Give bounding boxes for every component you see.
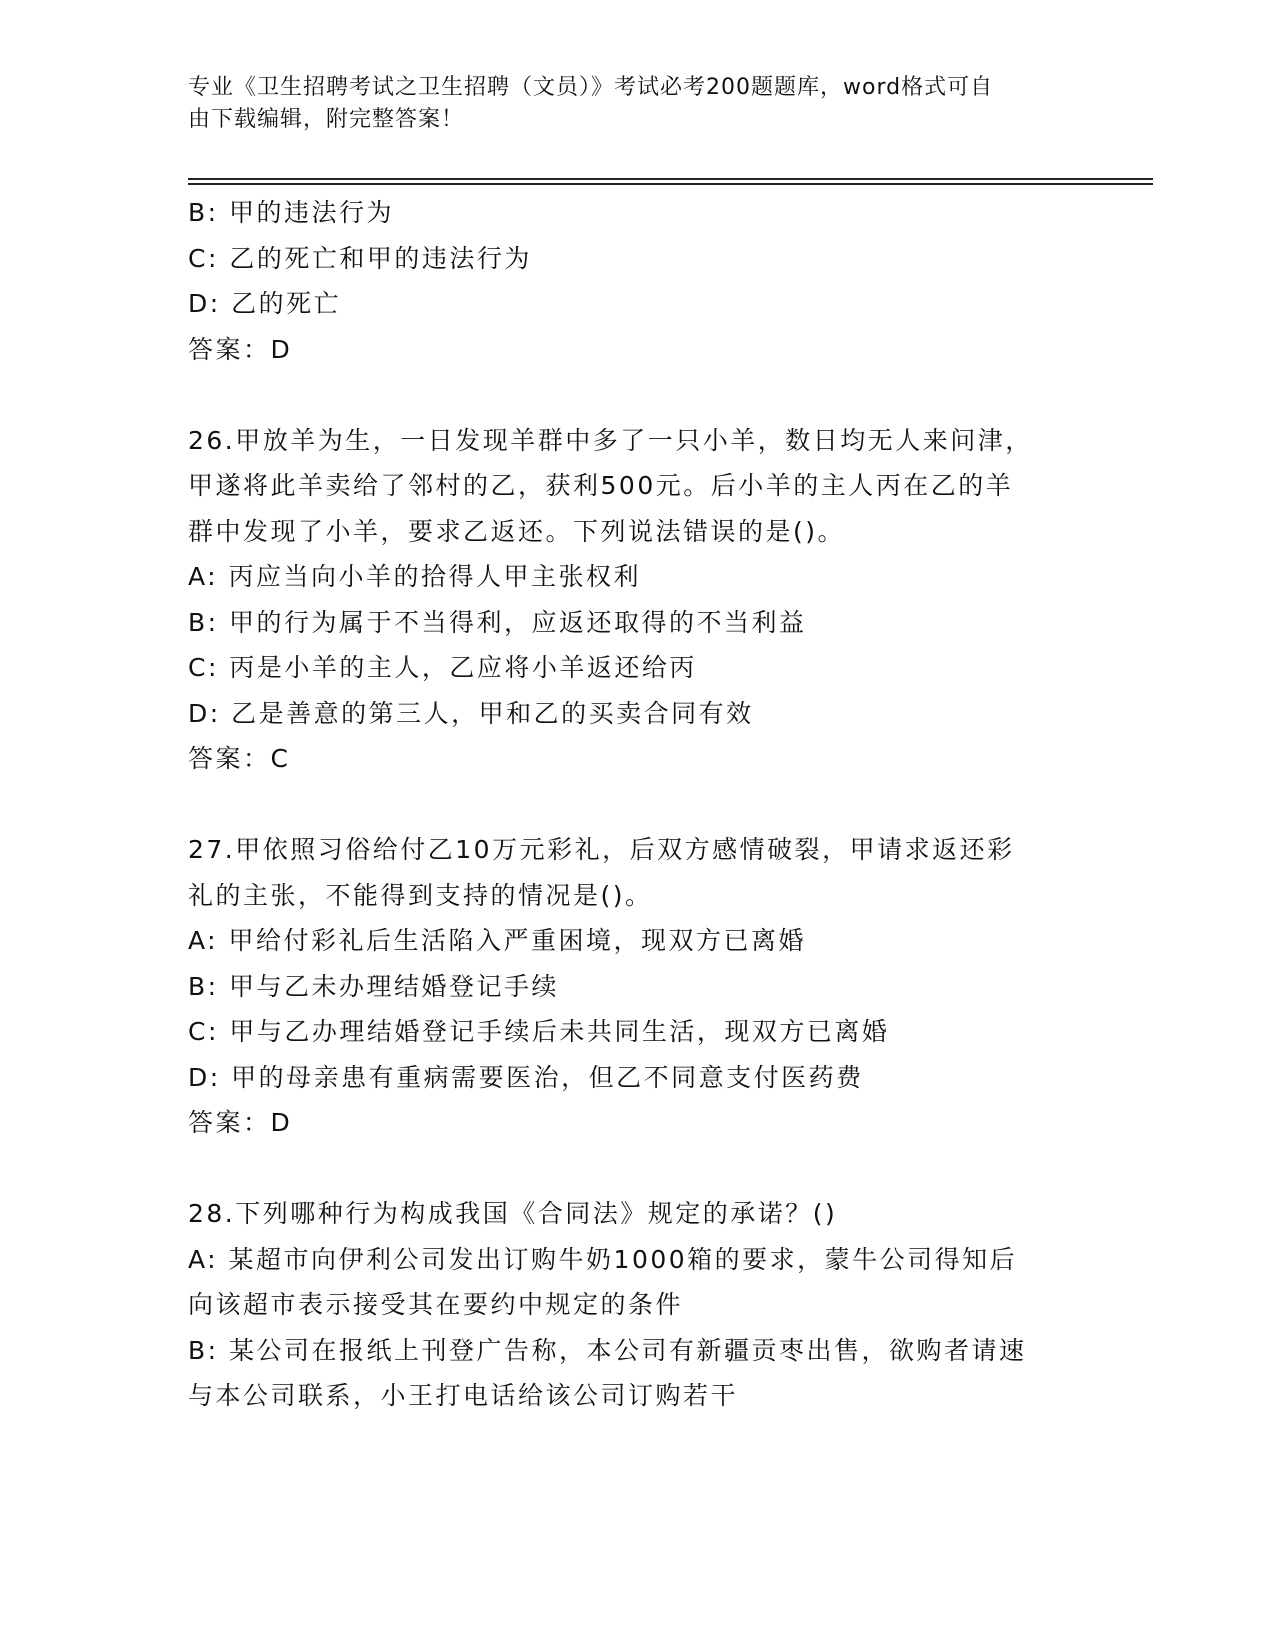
option-b-continued: 与本公司联系，小王打电话给该公司订购若干	[188, 1381, 739, 1410]
option-b: B: 甲与乙未办理结婚登记手续	[188, 971, 560, 1001]
option-b: B: 某公司在报纸上刊登广告称，本公司有新疆贡枣出售，欲购者请速	[188, 1335, 1027, 1365]
option-c: C: 甲与乙办理结婚登记手续后未共同生活，现双方已离婚	[188, 1017, 890, 1046]
question-26	[188, 418, 1088, 782]
page-header	[188, 72, 1068, 136]
spacer	[188, 1146, 1088, 1192]
option-b: B: 甲的行为属于不当得利，应返还取得的不当利益	[188, 607, 807, 637]
option-d: D: 乙的死亡	[188, 289, 342, 318]
option-c: C: 丙是小羊的主人，乙应将小羊返还给丙	[188, 653, 697, 682]
question-27	[188, 827, 1088, 1146]
spacer	[188, 782, 1088, 828]
question-stem: 27.甲依照习俗给付乙10万元彩礼，后双方感情破裂，甲请求返还彩	[188, 835, 1015, 864]
option-a: A: 某超市向伊利公司发出订购牛奶1000箱的要求，蒙牛公司得知后	[188, 1244, 1018, 1274]
option-b: B: 甲的违法行为	[188, 198, 395, 227]
answer: 答案：C	[188, 744, 291, 773]
question-stem: 礼的主张，不能得到支持的情况是()。	[188, 880, 653, 910]
answer: 答案：D	[188, 334, 293, 364]
option-a: A: 甲给付彩礼后生活陷入严重困境，现双方已离婚	[188, 926, 807, 955]
question-stem: 甲遂将此羊卖给了邻村的乙，获利500元。后小羊的主人丙在乙的羊	[188, 471, 1014, 500]
question-stem: 26.甲放羊为生，一日发现羊群中多了一只小羊，数日均无人来问津，	[188, 425, 1033, 455]
option-d: D: 甲的母亲患有重病需要医治，但乙不同意支付医药费	[188, 1062, 864, 1092]
question-list	[188, 190, 1088, 1419]
question-stem: 群中发现了小羊，要求乙返还。下列说法错误的是()。	[188, 516, 846, 546]
question-25-tail	[188, 190, 1088, 372]
option-d: D: 乙是善意的第三人，甲和乙的买卖合同有效	[188, 698, 754, 728]
answer: 答案：D	[188, 1108, 293, 1137]
question-stem: 28.下列哪种行为构成我国《合同法》规定的承诺？()	[188, 1199, 838, 1228]
spacer	[188, 372, 1088, 418]
question-28	[188, 1191, 1088, 1419]
header-line-1: 专业《卫生招聘考试之卫生招聘（文员）》考试必考200题题库，word格式可自	[188, 75, 994, 100]
header-line-2: 由下载编辑，附完整答案！	[188, 107, 465, 132]
header-rule-bottom	[188, 183, 1153, 185]
header-rule-top	[188, 178, 1153, 180]
option-c: C: 乙的死亡和甲的违法行为	[188, 243, 532, 273]
option-a-continued: 向该超市表示接受其在要约中规定的条件	[188, 1290, 684, 1319]
option-a: A: 丙应当向小羊的拾得人甲主张权利	[188, 562, 642, 591]
